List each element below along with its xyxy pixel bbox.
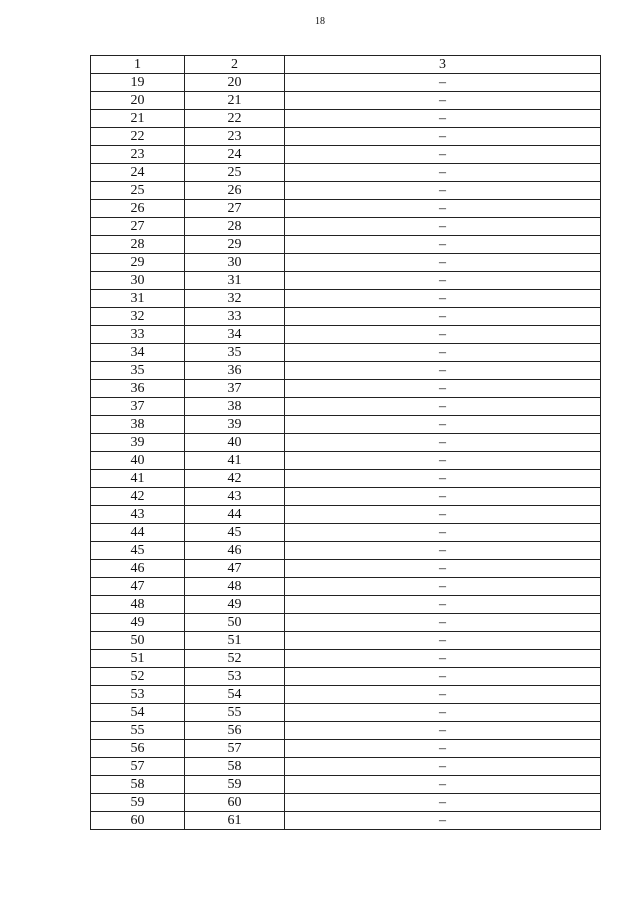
table-cell: – <box>285 398 601 416</box>
table-cell: 23 <box>185 128 285 146</box>
table-row <box>91 614 601 632</box>
table-body <box>91 74 601 830</box>
table-cell: – <box>285 470 601 488</box>
table-cell: – <box>285 272 601 290</box>
table-cell: 24 <box>91 164 185 182</box>
table-row <box>91 596 601 614</box>
table-cell: 46 <box>185 542 285 560</box>
table-cell: 55 <box>185 704 285 722</box>
table-cell: 56 <box>91 740 185 758</box>
table-cell: 49 <box>185 596 285 614</box>
table-cell: 27 <box>185 200 285 218</box>
table-cell: – <box>285 704 601 722</box>
table-cell: 22 <box>185 110 285 128</box>
table-cell: 43 <box>185 488 285 506</box>
table-row <box>91 128 601 146</box>
table-cell: 20 <box>185 74 285 92</box>
table-cell: – <box>285 254 601 272</box>
table-cell: 55 <box>91 722 185 740</box>
table-cell: 51 <box>185 632 285 650</box>
table-cell: – <box>285 362 601 380</box>
table-row <box>91 326 601 344</box>
table-cell: 61 <box>185 812 285 830</box>
table-cell: – <box>285 668 601 686</box>
table-cell: 44 <box>185 506 285 524</box>
table-row <box>91 416 601 434</box>
table-cell: – <box>285 452 601 470</box>
table-cell: – <box>285 182 601 200</box>
table-row <box>91 344 601 362</box>
table-cell: 31 <box>185 272 285 290</box>
table-cell: – <box>285 308 601 326</box>
table-cell: 50 <box>185 614 285 632</box>
table-cell: 50 <box>91 632 185 650</box>
table-cell: 47 <box>91 578 185 596</box>
table-cell: 25 <box>91 182 185 200</box>
table-cell: – <box>285 380 601 398</box>
table-cell: 40 <box>91 452 185 470</box>
table-cell: – <box>285 596 601 614</box>
table-cell: 42 <box>185 470 285 488</box>
page-number: 18 <box>315 16 325 27</box>
table-cell: 34 <box>185 326 285 344</box>
table-cell: 54 <box>91 704 185 722</box>
header-row <box>91 56 601 74</box>
table-cell: 48 <box>185 578 285 596</box>
table-cell: 25 <box>185 164 285 182</box>
table-cell: 20 <box>91 92 185 110</box>
table-cell: 51 <box>91 650 185 668</box>
table-row <box>91 74 601 92</box>
table-cell: 57 <box>91 758 185 776</box>
table-row <box>91 146 601 164</box>
table-cell: 21 <box>185 92 285 110</box>
table-row <box>91 686 601 704</box>
table-cell: – <box>285 776 601 794</box>
table-cell: 46 <box>91 560 185 578</box>
table-cell: 36 <box>185 362 285 380</box>
table-cell: 37 <box>91 398 185 416</box>
table-cell: 27 <box>91 218 185 236</box>
table-row <box>91 236 601 254</box>
table-cell: 26 <box>91 200 185 218</box>
table-cell: – <box>285 290 601 308</box>
table-row <box>91 200 601 218</box>
table-cell: – <box>285 506 601 524</box>
table-cell: 59 <box>91 794 185 812</box>
table-cell: 26 <box>185 182 285 200</box>
table-cell: – <box>285 218 601 236</box>
table-cell: – <box>285 344 601 362</box>
table-cell: 34 <box>91 344 185 362</box>
table-cell: 41 <box>185 452 285 470</box>
table-cell: – <box>285 326 601 344</box>
table-cell: – <box>285 488 601 506</box>
table-row <box>91 776 601 794</box>
table-cell: 47 <box>185 560 285 578</box>
table-cell: 42 <box>91 488 185 506</box>
table-cell: 31 <box>91 290 185 308</box>
table-cell: 30 <box>91 272 185 290</box>
table-cell: – <box>285 740 601 758</box>
table-cell: 53 <box>91 686 185 704</box>
table-cell: 22 <box>91 128 185 146</box>
table-cell: 32 <box>185 290 285 308</box>
table-cell: – <box>285 560 601 578</box>
table-cell: 24 <box>185 146 285 164</box>
table-cell: 23 <box>91 146 185 164</box>
table-cell: – <box>285 164 601 182</box>
table-cell: – <box>285 128 601 146</box>
table-cell: 45 <box>185 524 285 542</box>
table-row <box>91 452 601 470</box>
table-cell: 60 <box>185 794 285 812</box>
table-row <box>91 506 601 524</box>
table-row <box>91 218 601 236</box>
table-cell: – <box>285 578 601 596</box>
table-cell: 52 <box>91 668 185 686</box>
table-row <box>91 362 601 380</box>
table-cell: – <box>285 524 601 542</box>
table-cell: 45 <box>91 542 185 560</box>
table-row <box>91 722 601 740</box>
table-cell: 37 <box>185 380 285 398</box>
table-row <box>91 560 601 578</box>
table-cell: 58 <box>91 776 185 794</box>
table-cell: – <box>285 200 601 218</box>
table-row <box>91 812 601 830</box>
table-cell: – <box>285 758 601 776</box>
table-row <box>91 182 601 200</box>
table-cell: 29 <box>185 236 285 254</box>
table-row <box>91 794 601 812</box>
table-cell: 19 <box>91 74 185 92</box>
table-cell: – <box>285 542 601 560</box>
table-cell: 49 <box>91 614 185 632</box>
data-table <box>90 55 601 830</box>
table-row <box>91 254 601 272</box>
table-cell: 21 <box>91 110 185 128</box>
table-cell: 57 <box>185 740 285 758</box>
table-row <box>91 524 601 542</box>
table-cell: 54 <box>185 686 285 704</box>
column-header-3: 3 <box>285 56 601 74</box>
table-cell: – <box>285 110 601 128</box>
table-cell: 32 <box>91 308 185 326</box>
table-cell: 35 <box>91 362 185 380</box>
table-cell: 39 <box>91 434 185 452</box>
table-cell: 28 <box>185 218 285 236</box>
table-cell: 44 <box>91 524 185 542</box>
table-row <box>91 740 601 758</box>
table-cell: 33 <box>185 308 285 326</box>
table-cell: – <box>285 614 601 632</box>
column-header-2: 2 <box>185 56 285 74</box>
table-cell: 28 <box>91 236 185 254</box>
column-header-1: 1 <box>91 56 185 74</box>
table-row <box>91 380 601 398</box>
table-row <box>91 578 601 596</box>
table-cell: 35 <box>185 344 285 362</box>
table-cell: 29 <box>91 254 185 272</box>
table-row <box>91 542 601 560</box>
table-row <box>91 434 601 452</box>
table-cell: 60 <box>91 812 185 830</box>
table-row <box>91 650 601 668</box>
table-cell: – <box>285 632 601 650</box>
table-row <box>91 272 601 290</box>
table-cell: – <box>285 92 601 110</box>
table-cell: 38 <box>91 416 185 434</box>
table-row <box>91 308 601 326</box>
table-row <box>91 632 601 650</box>
table-row <box>91 110 601 128</box>
table-row <box>91 470 601 488</box>
table-cell: 48 <box>91 596 185 614</box>
table-cell: 30 <box>185 254 285 272</box>
table-cell: – <box>285 650 601 668</box>
table-cell: 39 <box>185 416 285 434</box>
table-cell: – <box>285 812 601 830</box>
table-row <box>91 164 601 182</box>
table-cell: – <box>285 434 601 452</box>
table-cell: – <box>285 236 601 254</box>
table-cell: 56 <box>185 722 285 740</box>
table-cell: – <box>285 146 601 164</box>
table-cell: 59 <box>185 776 285 794</box>
table-cell: – <box>285 722 601 740</box>
table-row <box>91 668 601 686</box>
table-cell: – <box>285 416 601 434</box>
table-row <box>91 704 601 722</box>
table-row <box>91 398 601 416</box>
table-cell: – <box>285 686 601 704</box>
table-row <box>91 290 601 308</box>
table-row <box>91 758 601 776</box>
table-cell: 41 <box>91 470 185 488</box>
table-row <box>91 488 601 506</box>
table-cell: 58 <box>185 758 285 776</box>
table-cell: 36 <box>91 380 185 398</box>
table-cell: 43 <box>91 506 185 524</box>
table-cell: – <box>285 74 601 92</box>
table-cell: 33 <box>91 326 185 344</box>
table-cell: – <box>285 794 601 812</box>
table-cell: 53 <box>185 668 285 686</box>
table-cell: 52 <box>185 650 285 668</box>
table-cell: 38 <box>185 398 285 416</box>
table-cell: 40 <box>185 434 285 452</box>
table-row <box>91 92 601 110</box>
